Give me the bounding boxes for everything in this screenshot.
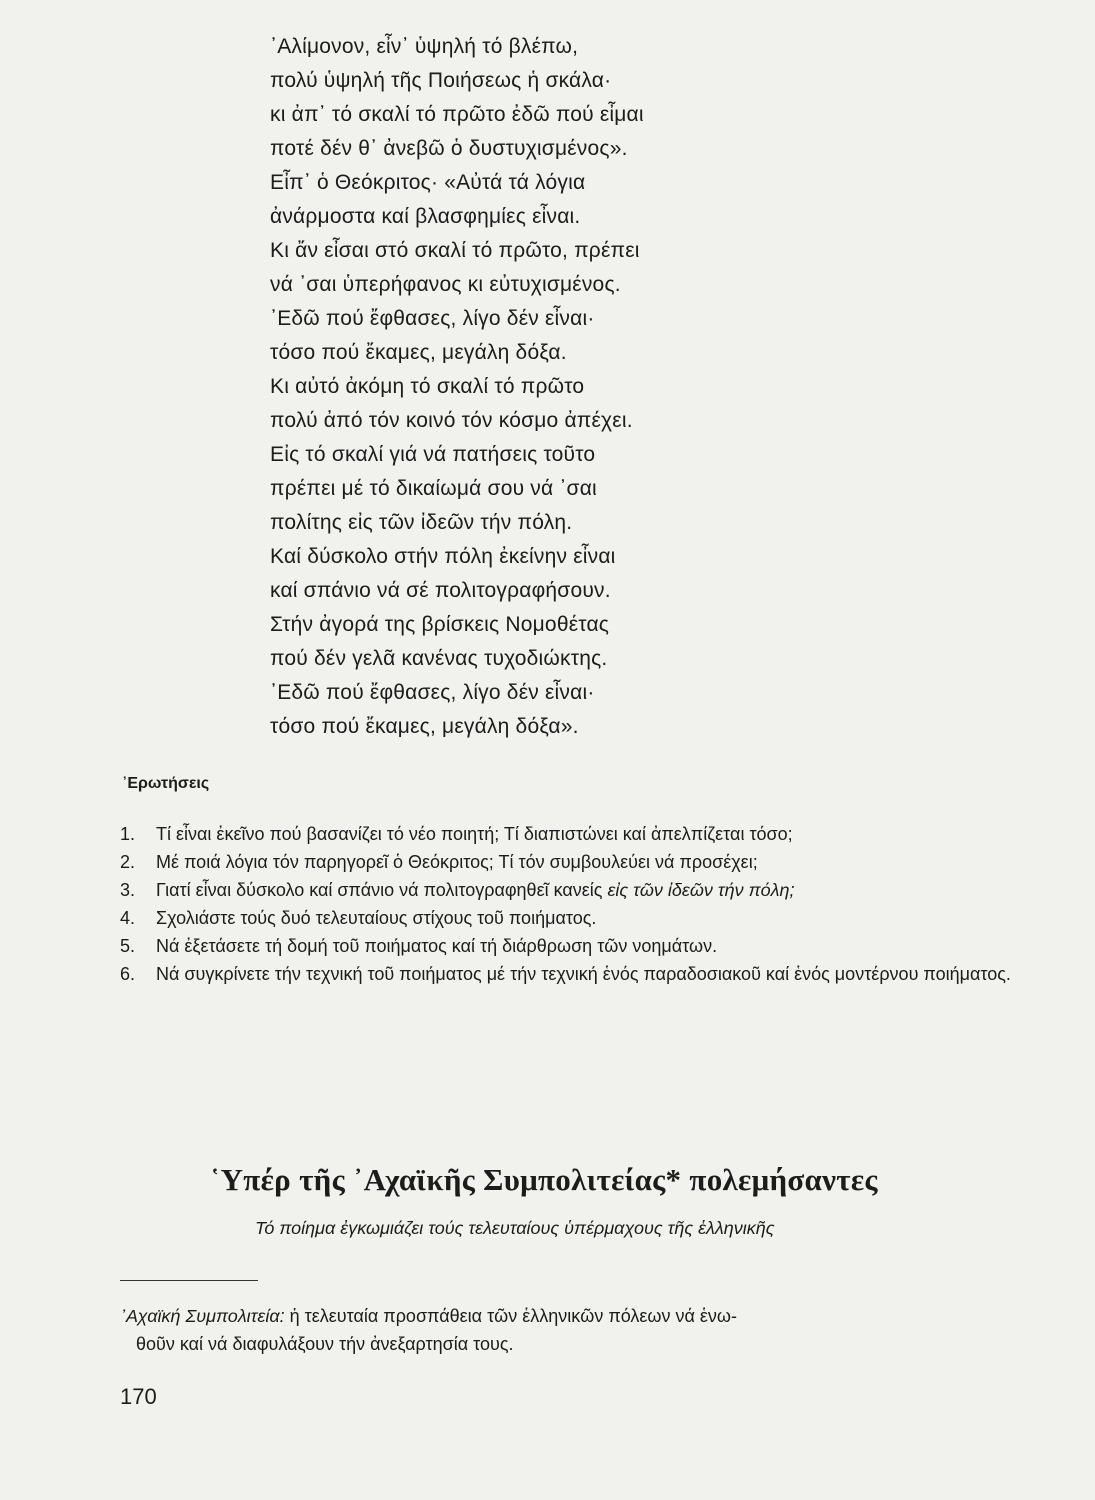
question-number: 6.	[120, 964, 136, 984]
footnote-text: ἡ τελευταία προσπάθεια τῶν ἑλληνικῶν πόλεων νά ἑνω-	[284, 1306, 737, 1326]
poem-line: Κι αὐτό ἀκόμη τό σκαλί τό πρῶτο	[270, 375, 585, 398]
section-title: ῾Υπέρ τῆς ᾿Αχαϊκῆς Συμπολιτείας* πολεμήσαντες	[210, 1162, 878, 1197]
question-text-wrapper	[156, 878, 1020, 902]
question-number: 2.	[120, 852, 136, 872]
questions-heading: ᾿Ερωτήσεις	[122, 775, 210, 792]
question-number: 5.	[120, 936, 136, 956]
poem-line: νά ᾿σαι ὑπερήφανος κι εὐτυχισμένος.	[270, 273, 621, 296]
question-text: Νά ἐξετάσετε τή δομή τοῦ ποιήματος καί τή διάρθρωση τῶν νοημάτων.	[156, 936, 718, 956]
poem-line: ᾿Εδῶ πού ἔφθασες, λίγο δέν εἶναι·	[270, 307, 595, 330]
poem-line: κι ἀπ᾿ τό σκαλί τό πρῶτο ἐδῶ πού εἶμαι	[270, 103, 644, 126]
question-text: Γιατί εἶναι δύσκολο καί σπάνιο νά πολιτογραφηθεῖ κανείς	[156, 880, 603, 900]
question-text: Σχολιάστε τούς δυό τελευταίους στίχους τοῦ ποιήματος.	[156, 908, 597, 928]
poem-line: τόσο πού ἔκαμες, μεγάλη δόξα.	[270, 341, 567, 364]
question-text: Νά συγκρίνετε τήν τεχνική τοῦ ποιήματος μέ τήν τεχνική ἑνός παραδοσιακοῦ καί ἑνός μοντέρνου ποιήματος.	[156, 964, 1011, 984]
footnote-divider	[120, 1280, 258, 1281]
poem-line: τόσο πού ἔκαμες, μεγάλη δόξα».	[270, 715, 579, 738]
footnote-line-2: θοῦν καί νά διαφυλάξουν τήν ἀνεξαρτησία τους.	[136, 1334, 514, 1354]
question-item	[120, 878, 1020, 902]
question-item	[120, 934, 1020, 958]
footnote	[120, 1302, 1020, 1358]
poem-line: καί σπάνιο νά σέ πολιτογραφήσουν.	[270, 579, 611, 602]
footnote-term: ᾿Αχαϊκή Συμπολιτεία:	[120, 1306, 285, 1326]
poem-line: πολίτης εἰς τῶν ἰδεῶν τήν πόλη.	[270, 511, 573, 534]
poem-text	[270, 30, 830, 744]
poem-line: πολύ ἀπό τόν κοινό τόν κόσμο ἀπέχει.	[270, 409, 633, 432]
poem-line: πρέπει μέ τό δικαίωμά σου νά ᾿σαι	[270, 477, 597, 500]
poem-line: Καί δύσκολο στήν πόλη ἐκείνην εἶναι	[270, 545, 616, 568]
question-number: 4.	[120, 908, 136, 928]
poem-line: ᾿Αλίμονον, εἶν᾿ ὑψηλή τό βλέπω,	[270, 35, 579, 58]
poem-line: Εἶπ᾿ ὁ Θεόκριτος· «Αὐτά τά λόγια	[270, 171, 586, 194]
question-item	[120, 906, 1020, 930]
page-number: 170	[120, 1384, 157, 1409]
question-number: 1.	[120, 824, 136, 844]
poem-line: πολύ ὑψηλή τῆς Ποιήσεως ἡ σκάλα·	[270, 69, 612, 92]
question-text: Τί εἶναι ἐκεῖνο πού βασανίζει τό νέο ποιητή; Τί διαπιστώνει καί ἀπελπίζεται τόσο;	[156, 824, 793, 844]
question-item	[120, 850, 1020, 874]
poem-line: Στήν ἀγορά της βρίσκεις Νομοθέτας	[270, 613, 610, 636]
poem-line: ἀνάρμοστα καί βλασφημίες εἶναι.	[270, 205, 581, 228]
poem-line: Εἰς τό σκαλί γιά νά πατήσεις τοῦτο	[270, 443, 596, 466]
question-italic-phrase: εἰς τῶν ἰδεῶν τήν πόλη;	[607, 880, 795, 900]
question-item	[120, 962, 1020, 986]
questions-list	[120, 822, 1020, 990]
poem-line: Κι ἄν εἶσαι στό σκαλί τό πρῶτο, πρέπει	[270, 239, 640, 262]
section-subtitle: Τό ποίημα ἐγκωμιάζει τούς τελευταίους ὑπέρμαχους τῆς ἑλληνικῆς	[255, 1218, 775, 1238]
poem-line: ποτέ δέν θ᾿ ἀνεβῶ ὁ δυστυχισμένος».	[270, 137, 628, 160]
question-text: Μέ ποιά λόγια τόν παρηγορεῖ ὁ Θεόκριτος; Τί τόν συμβουλεύει νά προσέχει;	[156, 852, 758, 872]
question-number: 3.	[120, 880, 136, 900]
question-item	[120, 822, 1020, 846]
poem-line: πού δέν γελᾶ κανένας τυχοδιώκτης.	[270, 647, 608, 670]
footnote-line-1	[120, 1302, 1020, 1330]
poem-line: ᾿Εδῶ πού ἔφθασες, λίγο δέν εἶναι·	[270, 681, 595, 704]
